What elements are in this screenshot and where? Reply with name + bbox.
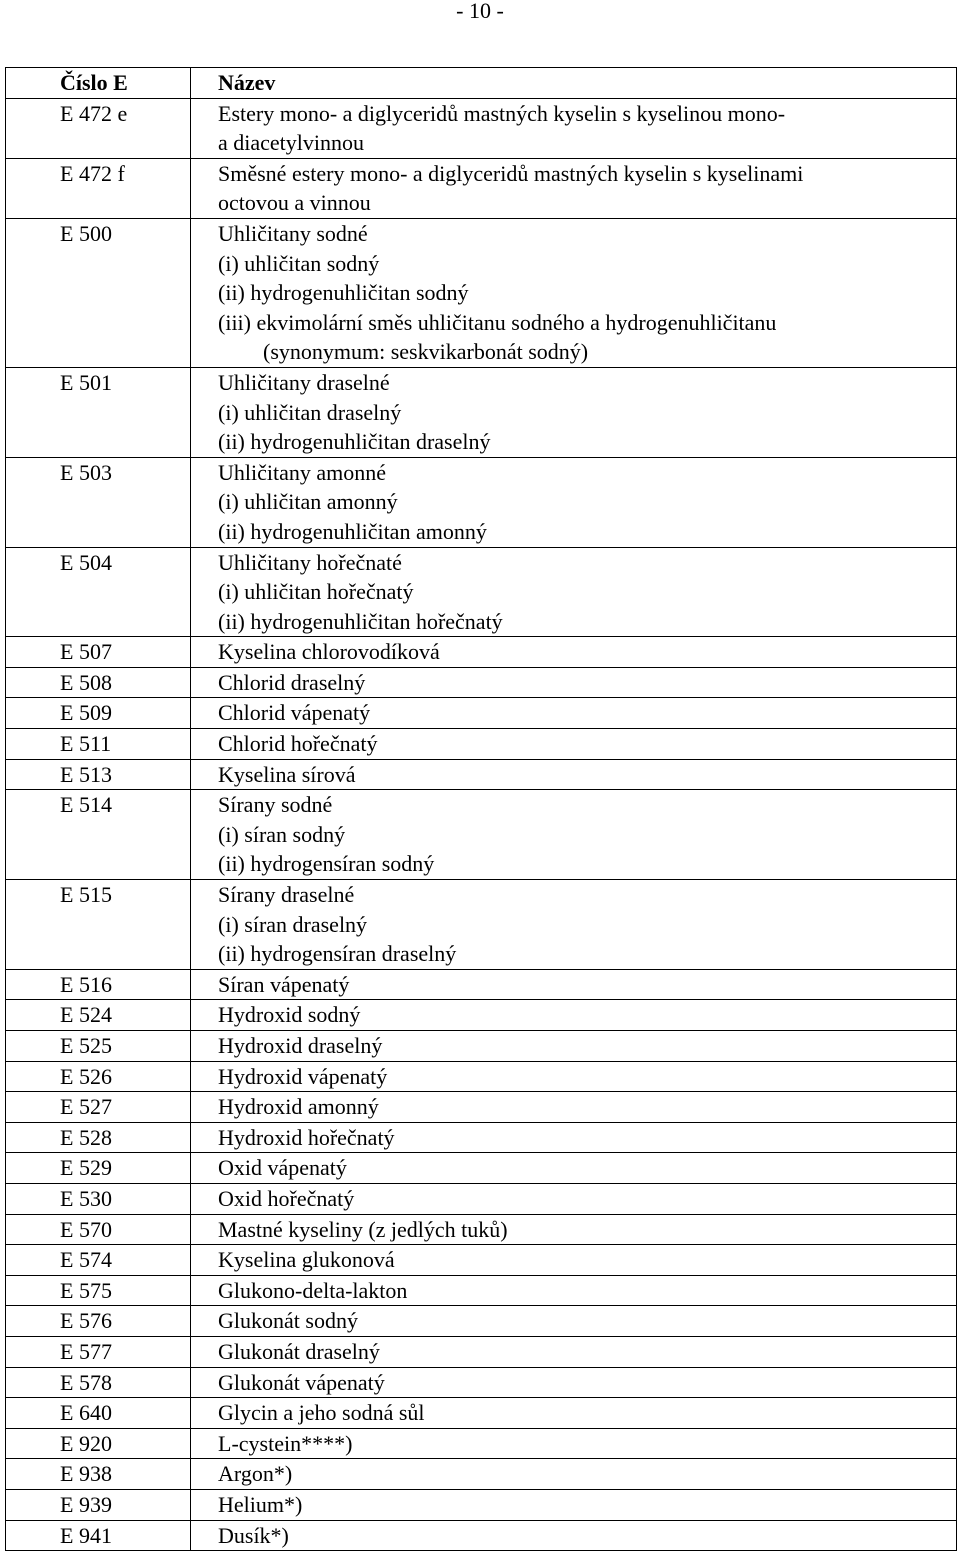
name-line: Chlorid draselný bbox=[218, 669, 366, 695]
e-code-cell bbox=[6, 969, 191, 1000]
table-row bbox=[6, 1428, 957, 1459]
e-code-cell bbox=[6, 1092, 191, 1123]
e-code-cell bbox=[6, 1428, 191, 1459]
name-line: (i) uhličitan sodný bbox=[218, 250, 380, 276]
e-code-cell bbox=[6, 667, 191, 698]
name-cell bbox=[191, 729, 957, 760]
name-cell bbox=[191, 637, 957, 668]
e-code: E 525 bbox=[60, 1033, 112, 1058]
name-line: Hydroxid vápenatý bbox=[218, 1063, 388, 1089]
e-code-cell bbox=[6, 457, 191, 547]
name-cell bbox=[191, 1061, 957, 1092]
name-line: Mastné kyseliny (z jedlých tuků) bbox=[218, 1216, 508, 1242]
table-row bbox=[6, 547, 957, 637]
additives-table bbox=[5, 67, 957, 1551]
e-code-cell bbox=[6, 729, 191, 760]
name-line: Glukonát draselný bbox=[218, 1338, 380, 1364]
name-cell bbox=[191, 1122, 957, 1153]
table-row bbox=[6, 1061, 957, 1092]
e-code: E 576 bbox=[60, 1308, 112, 1334]
e-code-cell bbox=[6, 880, 191, 970]
e-code-cell bbox=[6, 1122, 191, 1153]
e-code: E 509 bbox=[60, 700, 112, 726]
name-line: Glukonát vápenatý bbox=[218, 1369, 385, 1395]
e-code: E 939 bbox=[60, 1491, 112, 1517]
name-cell bbox=[191, 158, 957, 218]
table-row bbox=[6, 1275, 957, 1306]
name-cell bbox=[191, 547, 957, 637]
name-cell bbox=[191, 1031, 957, 1062]
e-code-cell bbox=[6, 1520, 191, 1551]
e-code-cell bbox=[6, 1000, 191, 1031]
table-row bbox=[6, 1000, 957, 1031]
name-line: (ii) hydrogenuhličitan sodný bbox=[218, 280, 469, 306]
name-cell bbox=[191, 1245, 957, 1276]
name-line: Uhličitany sodné bbox=[218, 220, 368, 246]
e-code: E 516 bbox=[60, 971, 112, 997]
table-row bbox=[6, 1489, 957, 1520]
table-row bbox=[6, 218, 957, 367]
name-cell bbox=[191, 698, 957, 729]
name-cell bbox=[191, 1489, 957, 1520]
name-cell bbox=[191, 1367, 957, 1398]
e-code: E 920 bbox=[60, 1430, 112, 1456]
name-line: Glycin a jeho sodná sůl bbox=[218, 1400, 425, 1426]
name-line: (ii) hydrogensíran draselný bbox=[218, 941, 457, 967]
name-cell bbox=[191, 1092, 957, 1123]
e-code-cell bbox=[6, 547, 191, 637]
name-line: Uhličitany amonné bbox=[218, 459, 387, 485]
e-code-cell bbox=[6, 759, 191, 790]
name-cell bbox=[191, 1306, 957, 1337]
name-line: (ii) hydrogenuhličitan draselný bbox=[218, 429, 491, 455]
name-line: Chlorid hořečnatý bbox=[218, 731, 378, 757]
name-cell bbox=[191, 1153, 957, 1184]
e-code: E 575 bbox=[60, 1277, 112, 1303]
table-row bbox=[6, 790, 957, 880]
e-code: E 529 bbox=[60, 1155, 112, 1181]
table-row bbox=[6, 1214, 957, 1245]
e-code-cell bbox=[6, 1153, 191, 1184]
name-cell bbox=[191, 218, 957, 367]
e-code: E 515 bbox=[60, 882, 112, 908]
table-row bbox=[6, 1031, 957, 1062]
table-row bbox=[6, 759, 957, 790]
table-row bbox=[6, 1183, 957, 1214]
name-line: (ii) hydrogenuhličitan amonný bbox=[218, 518, 487, 544]
name-line: (i) uhličitan amonný bbox=[218, 489, 398, 515]
e-code: E 577 bbox=[60, 1338, 112, 1364]
name-line: (i) síran sodný bbox=[218, 821, 346, 847]
name-cell bbox=[191, 880, 957, 970]
table-header-row bbox=[6, 68, 957, 99]
name-cell bbox=[191, 367, 957, 457]
e-code-cell bbox=[6, 1336, 191, 1367]
name-line: (synonymum: seskvikarbonát sodný) bbox=[263, 339, 589, 365]
table-row bbox=[6, 1245, 957, 1276]
e-code: E 941 bbox=[60, 1522, 112, 1548]
name-cell bbox=[191, 790, 957, 880]
name-cell bbox=[191, 667, 957, 698]
e-code: E 500 bbox=[60, 220, 112, 246]
name-cell bbox=[191, 1183, 957, 1214]
name-line: Helium*) bbox=[218, 1491, 303, 1517]
e-code: E 514 bbox=[60, 792, 112, 818]
name-cell bbox=[191, 1398, 957, 1429]
table-row bbox=[6, 457, 957, 547]
name-cell bbox=[191, 1459, 957, 1490]
e-code-cell bbox=[6, 1459, 191, 1490]
name-line: Dusík*) bbox=[218, 1522, 289, 1548]
name-line: Sírany draselné bbox=[218, 882, 355, 908]
e-code: E 526 bbox=[60, 1063, 112, 1089]
e-code: E 513 bbox=[60, 761, 112, 787]
e-code-cell bbox=[6, 1367, 191, 1398]
header-code bbox=[6, 68, 191, 99]
table-row bbox=[6, 637, 957, 668]
e-code: E 501 bbox=[60, 369, 112, 395]
e-code-cell bbox=[6, 1306, 191, 1337]
table-row bbox=[6, 1153, 957, 1184]
e-code: E 578 bbox=[60, 1369, 112, 1395]
e-code: E 472 e bbox=[60, 100, 128, 126]
name-line: Hydroxid draselný bbox=[218, 1033, 383, 1058]
table-row bbox=[6, 698, 957, 729]
name-line: Kyselina sírová bbox=[218, 761, 356, 787]
name-cell bbox=[191, 457, 957, 547]
name-line: Síran vápenatý bbox=[218, 971, 350, 997]
e-code-cell bbox=[6, 1245, 191, 1276]
e-code: E 524 bbox=[60, 1002, 112, 1028]
name-line: Kyselina glukonová bbox=[218, 1247, 395, 1273]
e-code: E 503 bbox=[60, 459, 112, 485]
name-line: Estery mono- a diglyceridů mastných kyselin s kyselinou mono- bbox=[218, 100, 786, 126]
e-code-cell bbox=[6, 158, 191, 218]
name-line: Argon*) bbox=[218, 1461, 293, 1487]
e-code-cell bbox=[6, 1061, 191, 1092]
name-line: Směsné estery mono- a diglyceridů mastných kyselin s kyselinami bbox=[218, 160, 804, 186]
e-code: E 640 bbox=[60, 1400, 112, 1426]
name-line: Chlorid vápenatý bbox=[218, 700, 371, 726]
name-line: Kyselina chlorovodíková bbox=[218, 639, 440, 665]
name-cell bbox=[191, 1275, 957, 1306]
e-code-cell bbox=[6, 1489, 191, 1520]
name-line: Glukono-delta-lakton bbox=[218, 1277, 408, 1303]
e-code-cell bbox=[6, 1214, 191, 1245]
page-number: - 10 - bbox=[456, 0, 504, 23]
e-code: E 570 bbox=[60, 1216, 112, 1242]
header-name-label: Název bbox=[218, 70, 276, 95]
name-line: (i) uhličitan hořečnatý bbox=[218, 579, 414, 605]
name-line: Oxid hořečnatý bbox=[218, 1185, 355, 1211]
e-code: E 504 bbox=[60, 549, 112, 575]
e-code-cell bbox=[6, 1183, 191, 1214]
name-line: Hydroxid amonný bbox=[218, 1094, 379, 1120]
name-line: Hydroxid hořečnatý bbox=[218, 1124, 395, 1150]
name-cell bbox=[191, 1000, 957, 1031]
name-cell bbox=[191, 1520, 957, 1551]
name-line: Uhličitany draselné bbox=[218, 369, 390, 395]
name-cell bbox=[191, 1214, 957, 1245]
e-code-cell bbox=[6, 698, 191, 729]
name-line: L-cystein****) bbox=[218, 1430, 353, 1456]
table-row bbox=[6, 1336, 957, 1367]
name-line: Oxid vápenatý bbox=[218, 1155, 347, 1181]
e-code: E 527 bbox=[60, 1094, 112, 1120]
name-line: Glukonát sodný bbox=[218, 1308, 358, 1334]
name-line: Sírany sodné bbox=[218, 792, 333, 818]
table-row bbox=[6, 98, 957, 158]
name-line: (ii) hydrogensíran sodný bbox=[218, 851, 435, 877]
e-code: E 938 bbox=[60, 1461, 112, 1487]
table-row bbox=[6, 729, 957, 760]
name-line: octovou a vinnou bbox=[218, 190, 371, 216]
name-cell bbox=[191, 98, 957, 158]
name-cell bbox=[191, 1428, 957, 1459]
table-row bbox=[6, 1306, 957, 1337]
table-row bbox=[6, 1459, 957, 1490]
name-cell bbox=[191, 969, 957, 1000]
e-code-cell bbox=[6, 1031, 191, 1062]
e-code-cell bbox=[6, 790, 191, 880]
table-row bbox=[6, 667, 957, 698]
table-row bbox=[6, 1520, 957, 1551]
name-line: (i) síran draselný bbox=[218, 911, 368, 937]
name-line: Uhličitany hořečnaté bbox=[218, 549, 402, 575]
table-row bbox=[6, 1092, 957, 1123]
table-row bbox=[6, 1398, 957, 1429]
name-line: (i) uhličitan draselný bbox=[218, 399, 402, 425]
header-name bbox=[191, 68, 957, 99]
e-code: E 530 bbox=[60, 1185, 112, 1211]
table-row bbox=[6, 367, 957, 457]
name-cell bbox=[191, 759, 957, 790]
name-line: (iii) ekvimolární směs uhličitanu sodného a hydrogenuhličitanu bbox=[218, 309, 777, 335]
table-row bbox=[6, 1367, 957, 1398]
e-code: E 508 bbox=[60, 669, 112, 695]
e-code: E 511 bbox=[60, 731, 112, 757]
name-line: (ii) hydrogenuhličitan hořečnatý bbox=[218, 608, 503, 634]
e-code-cell bbox=[6, 98, 191, 158]
e-code-cell bbox=[6, 367, 191, 457]
e-code: E 472 f bbox=[60, 160, 125, 186]
e-code-cell bbox=[6, 218, 191, 367]
e-code: E 528 bbox=[60, 1124, 112, 1150]
header-code-label: Číslo E bbox=[60, 70, 128, 95]
e-code: E 507 bbox=[60, 639, 112, 665]
e-code-cell bbox=[6, 637, 191, 668]
e-code: E 574 bbox=[60, 1247, 112, 1273]
name-cell bbox=[191, 1336, 957, 1367]
name-line: Hydroxid sodný bbox=[218, 1002, 361, 1028]
table-row bbox=[6, 1122, 957, 1153]
e-code-cell bbox=[6, 1275, 191, 1306]
table-row bbox=[6, 158, 957, 218]
table-row bbox=[6, 880, 957, 970]
name-line: a diacetylvinnou bbox=[218, 130, 365, 156]
e-code-cell bbox=[6, 1398, 191, 1429]
table-row bbox=[6, 969, 957, 1000]
